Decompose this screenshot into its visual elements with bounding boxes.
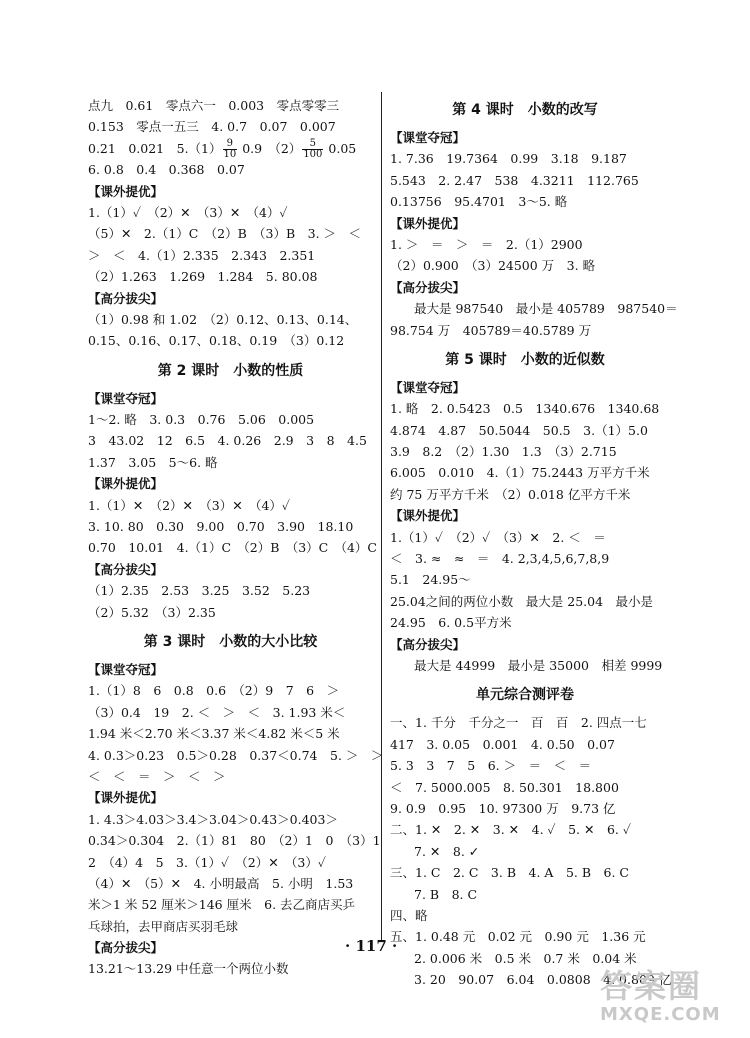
lesson-title: 第 2 课时 小数的性质: [157, 362, 304, 379]
answer-line: 0.13756 95.4701 3～5. 略: [390, 194, 568, 210]
answer-line: 24.95 6. 0.5平方米: [390, 615, 512, 631]
answer-line: 四、略: [390, 907, 428, 923]
section-tag-gaofen: 【高分拔尖】: [390, 636, 466, 652]
answer-line: 6. 0.8 0.4 0.368 0.07: [88, 162, 245, 178]
answer-line: 25.04之间的两位小数 最大是 25.04 最小是: [390, 593, 654, 609]
answer-text: 0.21 0.021 5.（1）: [88, 140, 222, 156]
answer-line: （5）✕ 2.（1）C （2）B （3）B 3. ＞ ＜: [88, 226, 362, 242]
unit-test: [390, 680, 672, 990]
answer-text: 0.9 （2）: [242, 140, 302, 156]
answer-line: 点九 0.61 零点六一 0.003 零点零零三: [88, 98, 340, 113]
answer-line: 5.543 2. 2.47 538 4.3211 112.765: [390, 172, 639, 188]
section-tag-kewai: 【课外提优】: [390, 508, 466, 524]
answer-line: 0.153 零点一五三 4. 0.7 0.07 0.007: [88, 119, 336, 135]
answer-line: 0.15、0.16、0.17、0.18、0.19 （3）0.12: [88, 333, 345, 349]
section-tag-ketang: 【课堂夺冠】: [88, 661, 164, 677]
fraction-5-100: [302, 139, 323, 160]
section-tag-kewai: 【课外提优】: [88, 790, 164, 806]
answer-line: 3. 20 90.07 6.04 0.0808 4. 0.809 亿: [414, 972, 672, 988]
fraction-9-10: [223, 139, 238, 160]
answer-line: ＜ ＜ ＝ ＞ ＜ ＞: [88, 768, 226, 784]
section-tag-gaofen: 【高分拔尖】: [390, 279, 466, 295]
watermark-text: 答案圈: [600, 967, 703, 1005]
answer-line: （2）0.900 （3）24500 万 3. 略: [390, 258, 596, 274]
answer-line: 417 3. 0.05 0.001 4. 0.50 0.07: [390, 736, 615, 752]
answer-line: 6.005 0.010 4.（1）75.2443 万平方千米: [390, 465, 650, 481]
answer-line: 1～2. 略 3. 0.3 0.76 5.06 0.005: [88, 412, 315, 428]
answer-line: 7. ✕ 8. ✓: [414, 843, 480, 859]
section-tag-kewai: 【课外提优】: [88, 183, 164, 199]
answer-line: 2 （4）4 5 3.（1）✓ （2）✕ （3）✓: [88, 854, 326, 870]
answer-line: 1.（1）8 6 0.8 0.6 （2）9 7 6 ＞: [88, 683, 340, 699]
lesson5: [390, 345, 663, 676]
fraction-numerator: 5: [302, 139, 323, 150]
watermark-url: MXQE.COM: [600, 1004, 721, 1025]
answer-line: 7. B 8. C: [414, 886, 478, 902]
answer-line: 最大是 44999 最小是 35000 相差 9999: [414, 657, 663, 673]
watermark-logo: [600, 968, 750, 1036]
answer-line: 5. 3 3 7 5 6. ＞ ＝ ＜ ＝: [390, 758, 592, 774]
answer-line: 三、1. C 2. C 3. B 4. A 5. B 6. C: [390, 865, 629, 881]
section-tag-ketang: 【课堂夺冠】: [88, 390, 164, 406]
page-number: · 117 ·: [345, 937, 398, 955]
answer-line: 1. 略 2. 0.5423 0.5 1340.676 1340.68: [390, 401, 660, 417]
lesson-title: 第 4 课时 小数的改写: [452, 102, 598, 118]
answer-line: 1.37 3.05 5～6. 略: [88, 454, 218, 470]
lesson-title: 第 3 课时 小数的大小比较: [143, 633, 318, 650]
answer-line: 1. ＞ ＝ ＞ ＝ 2.（1）2900: [390, 236, 583, 252]
answer-line: 2. 0.006 米 0.5 米 0.7 米 0.04 米: [414, 950, 637, 966]
answer-line: 1. 7.36 19.7364 0.99 3.18 9.187: [390, 151, 627, 167]
answer-line: （4）✕ （5）✕ 4. 小明最高 5. 小明 1.53: [88, 875, 354, 891]
section-tag-gaofen: 【高分拔尖】: [88, 940, 164, 956]
column-divider: [381, 92, 382, 942]
answer-line: 米＞1 米 52 厘米＞146 厘米 6. 去乙商店买乒: [88, 897, 356, 913]
answer-line: ＜ 3. ≈ ≈ ＝ 4. 2,3,4,5,6,7,8,9: [390, 551, 610, 567]
section-tag-ketang: 【课堂夺冠】: [390, 379, 466, 395]
unit-test-title: 单元综合测评卷: [476, 687, 574, 704]
lesson3: [88, 627, 384, 980]
answer-line: （1）2.35 2.53 3.25 3.52 5.23: [88, 583, 311, 599]
answer-line: 1.（1）✓ （2）✓ （3）✕ 2. ＜ ＝: [390, 529, 606, 545]
answer-line: ＜ 7. 5000.005 8. 50.301 18.800: [390, 779, 619, 795]
answer-line: 5.1 24.95～: [390, 572, 471, 588]
answer-line: 4. 0.3＞0.23 0.5＞0.28 0.37＜0.74 5. ＞ ＞: [88, 747, 384, 763]
left-column: [88, 95, 384, 980]
section-tag-gaofen: 【高分拔尖】: [88, 290, 164, 306]
answer-line: 乓球拍，去甲商店买羽毛球: [88, 918, 239, 934]
section-tag-kewai: 【课外提优】: [390, 215, 466, 231]
section-tag-ketang: 【课堂夺冠】: [390, 130, 466, 145]
lesson2: [88, 356, 377, 623]
answer-line: 最大是 987540 最小是 405789 987540＝: [414, 301, 678, 317]
answer-line: 1. 4.3＞4.03＞3.4＞3.04＞0.43＞0.403＞: [88, 811, 338, 827]
answer-line: 3 43.02 12 6.5 4. 0.26 2.9 3 8 4.5: [88, 433, 367, 449]
answer-line: （3）0.4 19 2. ＜ ＞ ＜ 3. 1.93 米＜: [88, 704, 346, 720]
answer-line: 13.21～13.29 中任意一个两位小数: [88, 961, 289, 977]
answer-line: （2）1.263 1.269 1.284 5. 80.08: [88, 269, 318, 285]
answer-text: 0.05: [328, 140, 357, 156]
lesson1-continued: [88, 95, 373, 352]
answer-line: 一、1. 千分 千分之一 百 百 2. 四点一七: [390, 715, 647, 731]
section-tag-kewai: 【课外提优】: [88, 476, 164, 492]
answer-line: 98.754 万 405789＝40.5789 万: [390, 322, 592, 338]
answer-line: 4.874 4.87 50.5044 50.5 3.（1）5.0: [390, 422, 648, 438]
fraction-numerator: 9: [223, 139, 238, 150]
answer-line: 二、1. ✕ 2. ✕ 3. ✕ 4. ✓ 5. ✕ 6. ✓: [390, 822, 631, 838]
answer-line: 3. 10. 80 0.30 9.00 0.70 3.90 18.10: [88, 519, 354, 535]
answer-line: 五、1. 0.48 元 0.02 元 0.90 元 1.36 元: [390, 929, 646, 945]
lesson-title: 第 5 课时 小数的近似数: [445, 351, 605, 368]
fraction-denominator: 100: [303, 148, 323, 160]
section-tag-gaofen: 【高分拔尖】: [88, 561, 164, 577]
answer-line: 0.34＞0.304 2.（1）81 80 （2）1 0 （3）1: [88, 833, 381, 849]
answer-line: 3.9 8.2 （2）1.30 1.3 （3）2.715: [390, 444, 617, 460]
answer-line: 约 75 万平方千米 （2）0.018 亿平方千米: [390, 486, 631, 502]
lesson4: [390, 95, 678, 341]
answer-line-fractions: [88, 138, 373, 159]
right-column: [390, 95, 678, 990]
answer-line: 1.（1）✕ （2）✕ （3）✕ （4）✓: [88, 497, 290, 513]
answer-line: 9. 0.9 0.95 10. 97300 万 9.73 亿: [390, 800, 616, 816]
answer-line: ＞ ＜ 4.（1）2.335 2.343 2.351: [88, 247, 316, 263]
fraction-denominator: 10: [223, 148, 237, 160]
answer-line: （1）0.98 和 1.02 （2）0.12、0.13、0.14、: [88, 311, 358, 327]
answer-line: 1.94 米＜2.70 米＜3.37 米＜4.82 米＜5 米: [88, 726, 340, 742]
answer-line: （2）5.32 （3）2.35: [88, 604, 216, 620]
answer-line: 0.70 10.01 4.（1）C （2）B （3）C （4）C: [88, 540, 377, 556]
answer-line: 1.（1）✓ （2）✕ （3）✕ （4）✓: [88, 204, 288, 220]
